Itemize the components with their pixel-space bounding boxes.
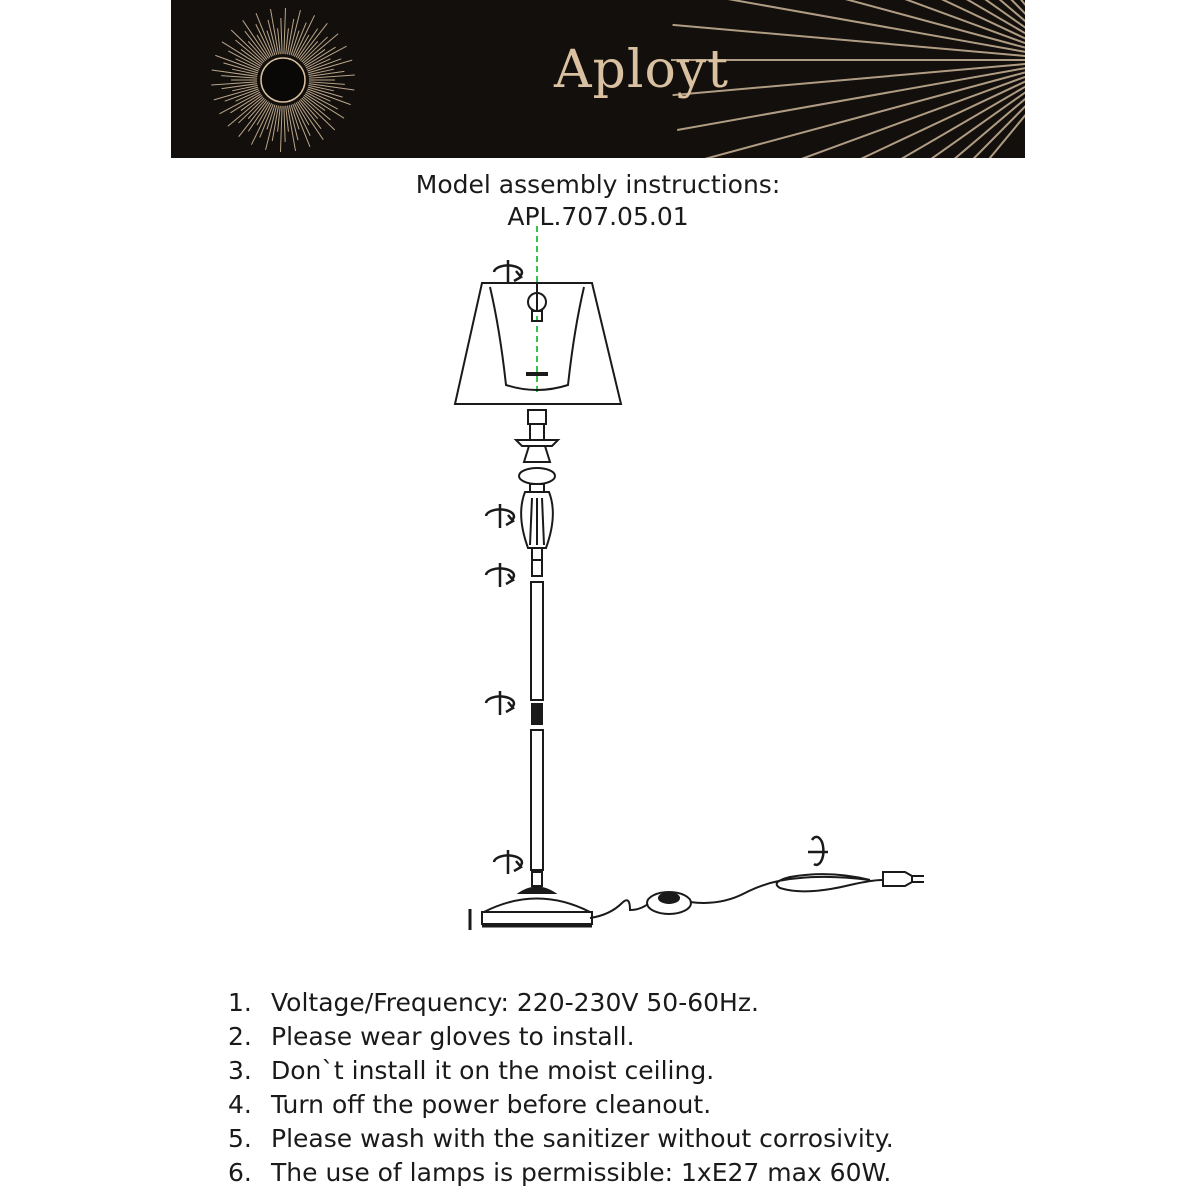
stand-column [531, 560, 543, 886]
instruction-number: 2. [228, 1022, 252, 1051]
instruction-number: 3. [228, 1056, 252, 1085]
model-number: APL.707.05.01 [507, 202, 689, 231]
foot-switch [647, 892, 691, 914]
instruction-text: Turn off the power before cleanout. [271, 1090, 712, 1119]
instruction-text: Voltage/Frequency: 220-230V 50-60Hz. [271, 988, 759, 1017]
document-title: Model assembly instructions: [415, 170, 781, 199]
power-cord [590, 874, 882, 918]
instruction-list [228, 986, 894, 1190]
rotate-arrow-icon [486, 691, 514, 715]
instruction-text: Please wash with the sanitizer without corrosivity. [271, 1124, 894, 1153]
instruction-item [228, 1156, 894, 1190]
rotate-arrow-icon [494, 260, 522, 284]
instruction-item [228, 1020, 894, 1054]
instruction-item [228, 1088, 894, 1122]
lamp-base [482, 888, 592, 927]
rotate-arrow-icon [486, 504, 514, 528]
rotation-arrows [486, 260, 828, 874]
instruction-item [228, 986, 894, 1020]
rotate-arrow-icon [808, 837, 828, 865]
instruction-text: Don`t install it on the moist ceiling. [271, 1056, 715, 1085]
shade-ring [526, 372, 548, 376]
lamp-holder [516, 410, 558, 560]
instruction-number: 1. [228, 988, 252, 1017]
rotate-arrow-icon [494, 850, 522, 874]
instruction-number: 4. [228, 1090, 252, 1119]
instruction-item [228, 1054, 894, 1088]
instruction-text: Please wear gloves to install. [271, 1022, 635, 1051]
brand-logo-text: Aployt [554, 40, 730, 100]
rotate-arrow-icon [486, 563, 514, 587]
instruction-item [228, 1122, 894, 1156]
instruction-number: 6. [228, 1158, 252, 1187]
lamp-shade [455, 283, 621, 404]
instruction-text: The use of lamps is permissible: 1xE27 max 60W. [271, 1158, 892, 1187]
instruction-number: 5. [228, 1124, 252, 1153]
plug-icon [883, 872, 924, 886]
